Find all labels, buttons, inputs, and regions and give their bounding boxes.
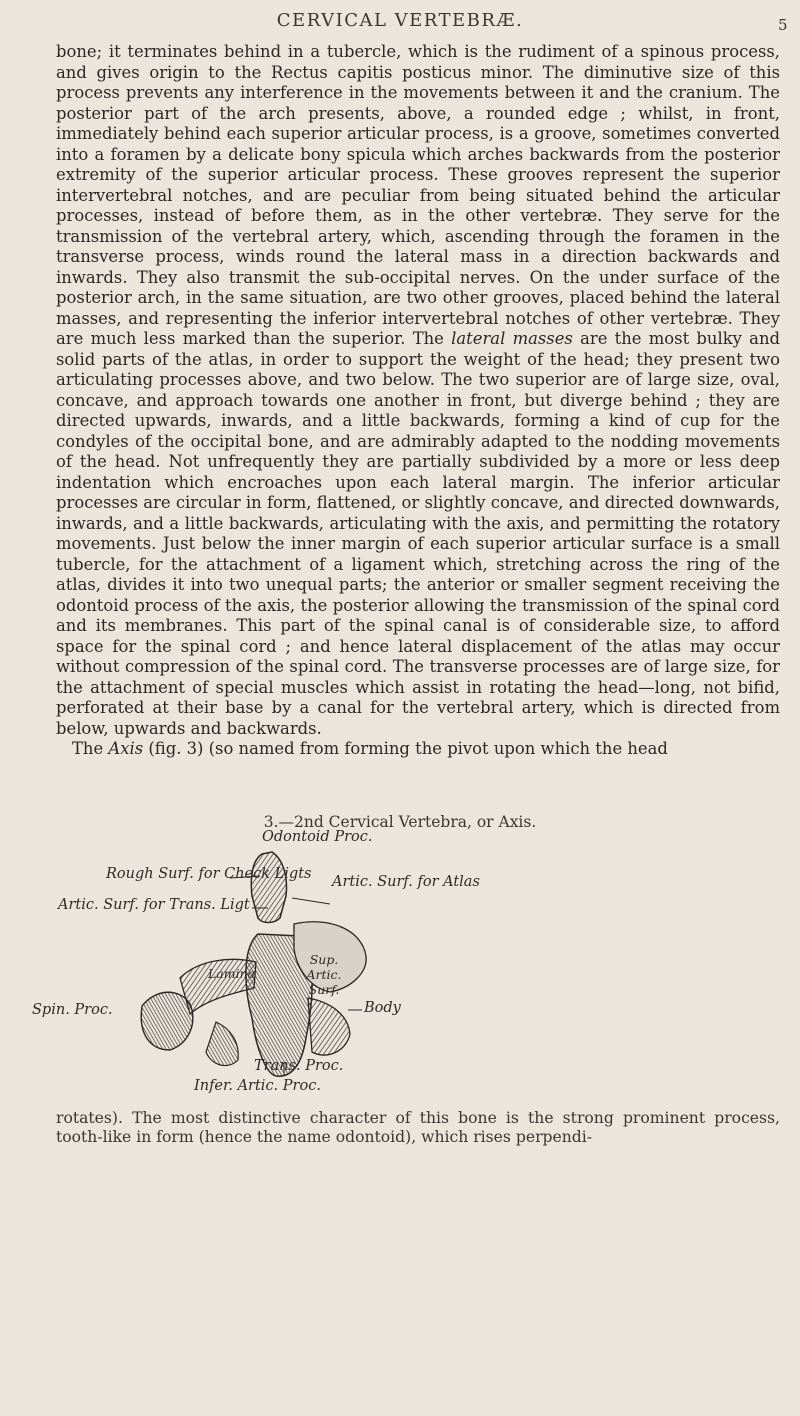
label-artic-surf-trans: Artic. Surf. for Trans. Ligt [58, 897, 250, 913]
label-sup-artic-surf: Sup. Artic. Surf. [306, 952, 342, 997]
axis-figure [30, 829, 590, 1094]
label-lamina: Lamina [208, 966, 256, 981]
term-lateral-masses: lateral masses [451, 329, 573, 348]
figure-caption: 3.—2nd Cervical Vertebra, or Axis. [263, 813, 537, 831]
label-trans-proc: Trans. Proc. [254, 1058, 344, 1074]
page-number: 5 [778, 16, 788, 34]
label-artic-surf-atlas: Artic. Surf. for Atlas [332, 874, 480, 890]
main-text [56, 42, 780, 760]
label-infer-artic-proc: Infer. Artic. Proc. [194, 1078, 321, 1094]
paragraph-posterior-arch: bone; it terminates behind in a tubercle, which is the rudiment of a spinous process, and gives origin to the Rectus capitis posticus minor. The diminutive size of this process prevents any interference in the movements between it and the cranium. The posterior part of the arch presents, above, a rounded edge ; whilst, in front, immediately behind each superior articular process, is a groove, sometimes converted into a foramen by a delicate bony spicula which arches backwards from the posterior extremity of the superior articular process. These grooves represent the superior intervertebral notches, and are peculiar from being situated behind the articular processes, instead of before them, as in the other vertebræ. They serve for the transmission of the vertebral artery, which, ascending through the foramen in the transverse process, winds round the lateral mass in a direction backwards and inwards. They also transmit the sub-occipital nerves. On the under surface of the posterior arch, in the same situation, are two other grooves, placed behind the lateral masses, and representing the inferior intervertebral notches of other vertebræ. They are much less marked than the superior. The lateral masses are the most bulky and solid parts of the atlas, in order to support the weight of the head; they present two articulating processes above, and two below. The two superior are of large size, oval, concave, and approach towards one another in front, but diverge behind ; they are directed upwards, inwards, and a little backwards, forming a kind of cup for the condyles of the occipital bone, and are admirably adapted to the nodding movements of the head. Not unfrequently they are partially subdivided by a more or less deep indentation which encroaches upon each lateral margin. The inferior articular processes are circular in form, flattened, or slightly concave, and directed downwards, inwards, and a little backwards, articulating with the axis, and permitting the rotatory movements. Just below the inner margin of each superior articular surface is a small tubercle, for the attachment of a ligament which, stretching across the ring of the atlas, divides it into two unequal parts; the anterior or smaller segment receiving the odontoid process of the axis, the posterior allowing the transmission of the spinal cord and its membranes. This part of the spinal canal is of considerable size, to afford space for the spinal cord ; and hence lateral displacement of the atlas may occur without compression of the spinal cord. The transverse processes are of large size, for the attachment of special muscles which assist in rotating the head—long, not bifid, perforated at their base by a canal for the vertebral artery, which is directed from below, upwards and backwards. [56, 42, 781, 738]
label-body: Body [364, 1000, 401, 1016]
label-rough-surf: Rough Surf. for Check Ligts [106, 866, 312, 882]
term-axis: Axis [108, 739, 144, 758]
label-odontoid-proc: Odontoid Proc. [262, 829, 373, 845]
paragraph-axis: The Axis (fig. 3) (so named from forming the pivot upon which the head [72, 739, 668, 758]
label-spin-proc: Spin. Proc. [32, 1002, 113, 1018]
continuation-text: rotates). The most distinctive character of this bone is the strong prominent process, tooth-like in form (hence the name odontoid), which rises perpendi- [56, 1109, 780, 1146]
running-header: CERVICAL VERTEBRÆ. [276, 10, 524, 31]
